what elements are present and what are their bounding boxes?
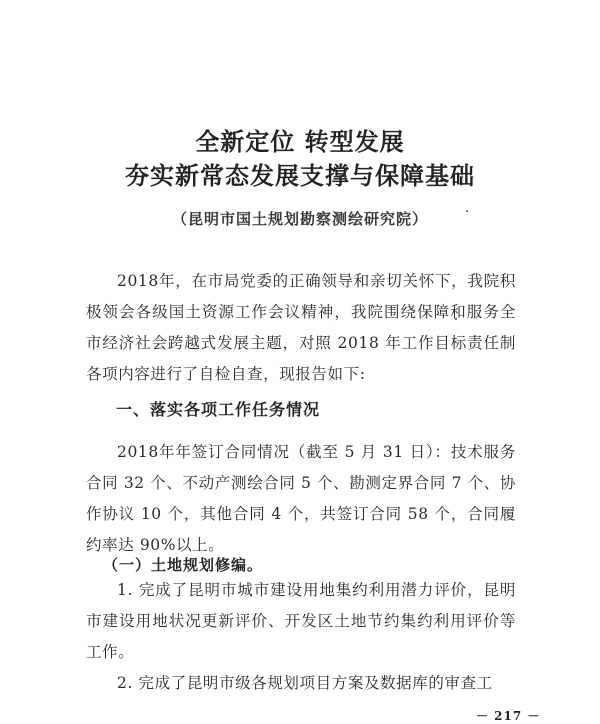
intro-paragraph: 2018年，在市局党委的正确领导和亲切关怀下，我院积极领会各级国土资源工作会议精神，我院围绕保障和服务全市经济社会跨越式发展主题，对照 2018 年工作目标责任制各项内容进行了自检自查，现报告如下: bbox=[86, 272, 516, 383]
section-heading: 一、落实各项工作任务情况 bbox=[116, 400, 321, 419]
list-item-1: 1. 完成了昆明市城市建设用地集约利用潜力评价，昆明市建设用地状况更新评价、开发区土地节约集约利用评价等工作。 bbox=[86, 581, 516, 661]
document-title-line-1: 全新定位 转型发展 bbox=[195, 127, 405, 156]
list-item-2: 2. 完成了昆明市级各规划项目方案及数据库的审查工 bbox=[117, 674, 493, 692]
page-number: － 217 － bbox=[476, 709, 541, 723]
document-title-line-2: 夯实新常态发展支撑与保障基础 bbox=[125, 161, 475, 190]
subsection-heading: （一）土地规划修编。 bbox=[103, 556, 264, 574]
section-paragraph: 2018年年签订合同情况（截至 5 月 31 日）：技术服务合同 32 个、不动产测绘合同 5 个、勘测定界合同 7 个、协作协议 10 个，其他合同 4 个，共签订合同 58 个，合同履约率达 90%以上。 bbox=[86, 443, 516, 554]
scan-speck bbox=[466, 210, 468, 212]
organization-name: （昆明市国土规划勘察测绘研究院） bbox=[171, 210, 428, 228]
